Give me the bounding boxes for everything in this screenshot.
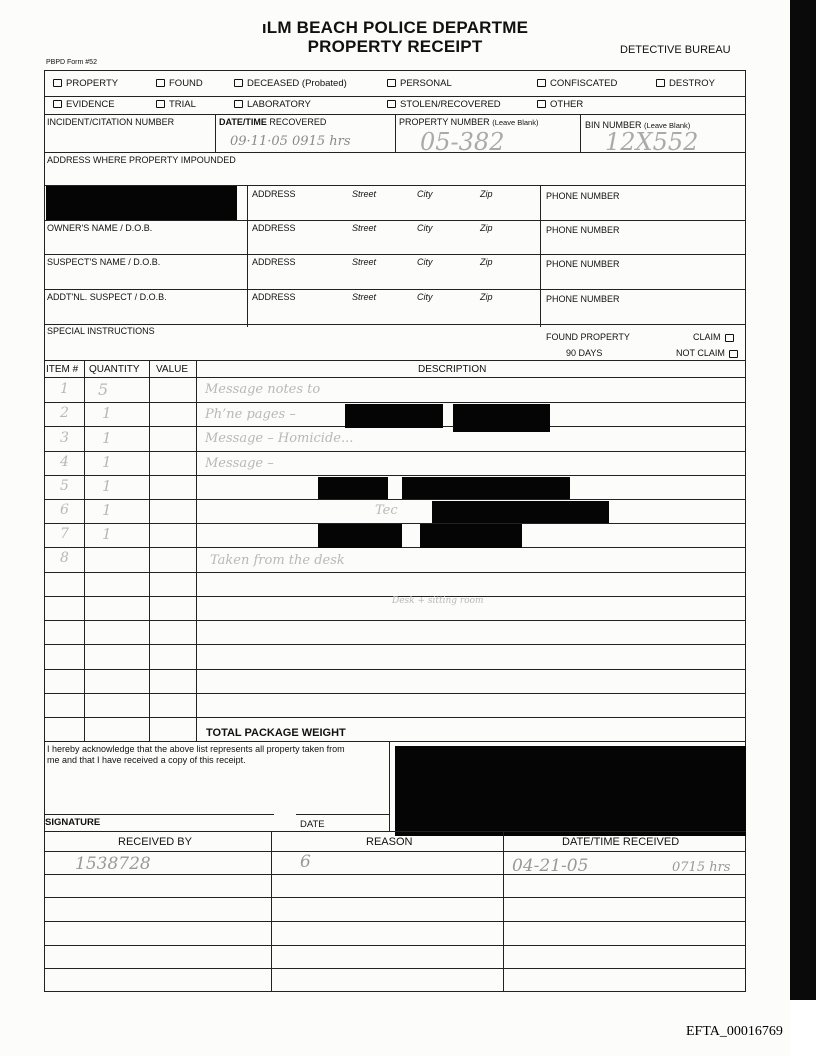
item-quantity: 1 — [102, 477, 112, 495]
rule — [44, 289, 746, 290]
rule — [580, 114, 581, 152]
rule — [247, 185, 248, 327]
item-quantity: 5 — [98, 380, 109, 399]
rule — [215, 114, 216, 152]
checkbox-other[interactable]: OTHER — [537, 99, 583, 111]
redaction-block — [345, 404, 443, 428]
rule — [44, 968, 746, 969]
item-number: 3 — [60, 430, 69, 446]
phone-label: PHONE NUMBER — [546, 259, 620, 269]
address-impounded-label: ADDRESS WHERE PROPERTY IMPOUNDED — [47, 155, 236, 165]
checkbox-trial[interactable]: TRIAL — [156, 99, 196, 111]
rule — [44, 96, 746, 97]
checkbox-deceased[interactable]: DECEASED (Probated) — [234, 78, 347, 90]
bin-number-label: BIN NUMBER (Leave Blank) — [585, 120, 691, 130]
address-label: ADDRESS — [252, 257, 296, 267]
rule — [44, 851, 746, 852]
department-title: ıLM BEACH POLICE DEPARTME — [261, 18, 529, 37]
item-quantity: 1 — [102, 429, 112, 447]
special-instructions-label: SPECIAL INSTRUCTIONS — [47, 326, 155, 336]
item-number: 6 — [60, 502, 69, 518]
addtl-suspect-label: ADDT'NL. SUSPECT / D.O.B. — [47, 292, 167, 302]
city-label: City — [417, 189, 433, 199]
city-label: City — [417, 257, 433, 267]
checkbox-stolen-recovered[interactable]: STOLEN/RECOVERED — [387, 99, 501, 111]
item-description: Message notes to — [205, 382, 321, 397]
redaction-block — [318, 477, 388, 499]
rule — [540, 185, 541, 327]
total-weight-label: TOTAL PACKAGE WEIGHT — [206, 727, 346, 739]
owner-name-label: OWNER'S NAME / D.O.B. — [47, 223, 153, 233]
redaction-block — [453, 404, 550, 432]
rule — [44, 693, 746, 694]
redaction-block — [318, 524, 402, 548]
date-label: DATE — [300, 819, 325, 830]
street-label: Street — [352, 189, 377, 199]
column-header-description: DESCRIPTION — [418, 364, 487, 375]
item-number: 2 — [60, 405, 69, 421]
checkbox-found[interactable]: FOUND — [156, 78, 203, 90]
redaction-block — [46, 186, 237, 220]
rule — [84, 360, 85, 741]
reason-value: 6 — [300, 852, 311, 872]
rule — [44, 572, 746, 573]
address-label: ADDRESS — [252, 223, 296, 233]
rule — [44, 945, 746, 946]
form-number: PBPD Form #52 — [46, 59, 97, 66]
phone-label: PHONE NUMBER — [546, 225, 620, 235]
zip-label: Zip — [480, 257, 493, 267]
bureau-label: DETECTIVE BUREAU — [620, 44, 731, 56]
item-description: Message – Homicide... — [205, 431, 354, 446]
street-label: Street — [352, 292, 377, 302]
rule — [44, 377, 746, 378]
zip-label: Zip — [480, 189, 493, 199]
item-quantity: 1 — [102, 453, 112, 471]
phone-label: PHONE NUMBER — [546, 294, 620, 304]
found-property-label: FOUND PROPERTY — [546, 332, 630, 342]
street-label: Street — [352, 223, 377, 233]
rule — [196, 360, 197, 741]
rule — [389, 741, 390, 831]
received-by-value: 1538728 — [75, 854, 151, 874]
found-days-label: 90 DAYS — [566, 348, 603, 358]
property-number-label: PROPERTY NUMBER (Leave Blank) — [399, 117, 539, 127]
item-number: 5 — [60, 478, 69, 494]
redaction-block — [402, 477, 570, 499]
suspect-name-label: SUSPECT'S NAME / D.O.B. — [47, 257, 161, 267]
date-line — [296, 814, 389, 815]
rule — [44, 220, 746, 221]
item-quantity: 1 — [102, 525, 112, 543]
item-quantity: 1 — [102, 404, 112, 422]
checkbox-personal[interactable]: PERSONAL — [387, 78, 452, 90]
scan-edge-bar — [790, 0, 816, 1000]
address-label: ADDRESS — [252, 292, 296, 302]
street-label: Street — [352, 257, 377, 267]
item-quantity: 1 — [102, 501, 112, 519]
rule — [44, 620, 746, 621]
checkbox-evidence[interactable]: EVIDENCE — [53, 99, 115, 111]
item-number: 7 — [60, 526, 69, 542]
item-description: Ph’ne pages – — [205, 407, 296, 422]
item-number: 4 — [60, 454, 69, 470]
zip-label: Zip — [480, 292, 493, 302]
city-label: City — [417, 292, 433, 302]
column-header-reason: REASON — [366, 836, 413, 848]
column-header-quantity: QUANTITY — [89, 364, 140, 375]
item-note: Desk + sitting room — [392, 596, 484, 606]
rule — [44, 254, 746, 255]
rule — [44, 717, 746, 718]
claim-checkbox[interactable]: CLAIM — [693, 332, 738, 342]
checkbox-property[interactable]: PROPERTY — [53, 78, 118, 90]
signature-label: SIGNATURE — [45, 817, 101, 828]
rule — [44, 402, 746, 403]
rule — [44, 921, 746, 922]
datetime-recovered-value: 09·11·05 0915 hrs — [230, 134, 351, 149]
rule — [44, 874, 746, 875]
zip-label: Zip — [480, 223, 493, 233]
time-received-value: 0715 hrs — [672, 860, 731, 875]
redaction-block — [432, 501, 609, 523]
acknowledgement-text: I hereby acknowledge that the above list represents all property taken from me and that I have received a copy of this receipt. — [47, 744, 345, 765]
checkbox-laboratory[interactable]: LABORATORY — [234, 99, 311, 111]
signature-line — [44, 814, 274, 815]
rule — [44, 644, 746, 645]
datetime-recovered-label: DATE/TIME RECOVERED — [219, 117, 327, 127]
item-number: 8 — [60, 550, 69, 566]
rule — [44, 324, 746, 325]
bin-number-value: 12X552 — [605, 128, 699, 156]
incident-number-label: INCIDENT/CITATION NUMBER — [47, 117, 175, 127]
column-header-value: VALUE — [156, 364, 189, 375]
address-label: ADDRESS — [252, 189, 296, 199]
rule — [44, 475, 746, 476]
not-claim-checkbox[interactable]: NOT CLAIM — [676, 348, 742, 358]
bates-number: EFTA_00016769 — [686, 1024, 783, 1039]
phone-label: PHONE NUMBER — [546, 191, 620, 201]
rule — [44, 152, 746, 153]
item-description: Message – — [205, 456, 274, 471]
redaction-block — [420, 524, 522, 548]
rule — [44, 669, 746, 670]
city-label: City — [417, 223, 433, 233]
rule — [44, 451, 746, 452]
column-header-received-by: RECEIVED BY — [118, 836, 192, 848]
rule — [44, 831, 746, 832]
form-title: PROPERTY RECEIPT — [307, 37, 483, 56]
property-number-value: 05-382 — [420, 128, 505, 156]
rule — [149, 360, 150, 741]
checkbox-confiscated[interactable]: CONFISCATED — [537, 78, 617, 90]
rule — [44, 897, 746, 898]
item-number: 1 — [60, 381, 69, 397]
item-description: Tec — [375, 503, 398, 518]
column-header-item: ITEM # — [46, 364, 79, 375]
rule — [44, 499, 746, 500]
column-header-datetime-received: DATE/TIME RECEIVED — [562, 836, 680, 848]
checkbox-destroy[interactable]: DESTROY — [656, 78, 715, 90]
rule — [44, 741, 746, 742]
rule — [395, 114, 396, 152]
date-received-value: 04-21-05 — [512, 856, 589, 876]
item-description: Taken from the desk — [210, 553, 345, 568]
redaction-block — [395, 746, 746, 836]
